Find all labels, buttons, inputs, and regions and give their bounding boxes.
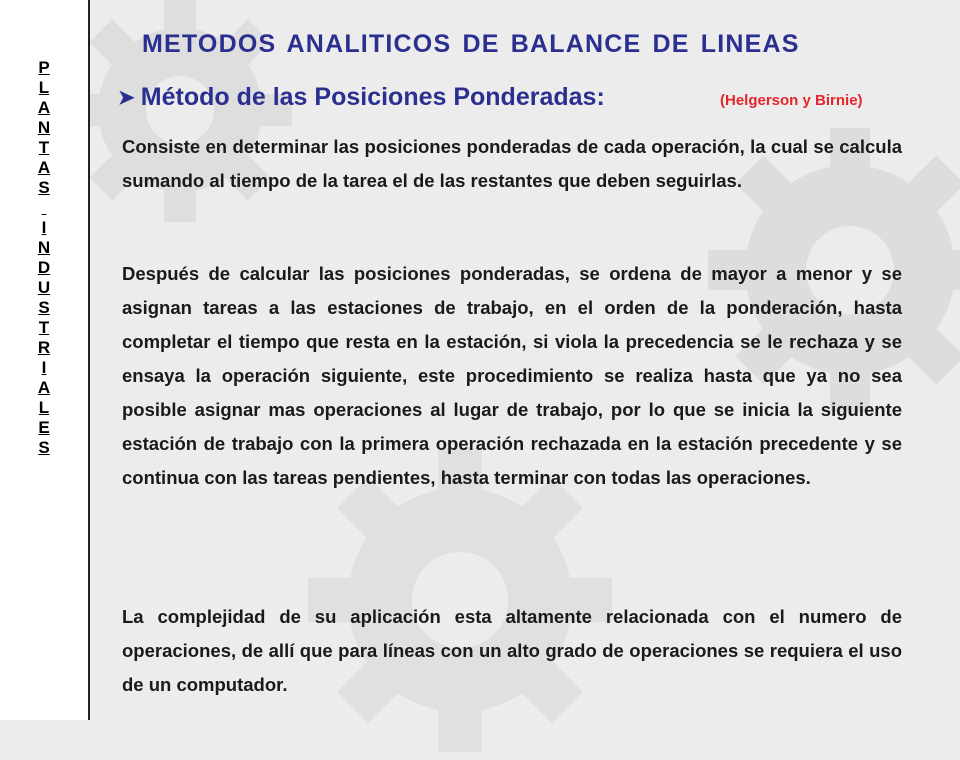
vertical-letter: S [38, 178, 50, 197]
vertical-letter: L [38, 398, 50, 417]
vertical-letter: S [38, 298, 50, 317]
vertical-letter: A [37, 158, 51, 177]
vertical-letter: T [38, 138, 50, 157]
vertical-letter [0, 198, 88, 218]
vertical-letter: P [38, 58, 50, 77]
vertical-letter: I [41, 358, 47, 377]
paragraph-definition: Consiste en determinar las posiciones ponderadas de cada operación, la cual se calcula sumando al tiempo de la tarea el de las restantes que deben seguirlas. [122, 136, 902, 191]
author-citation: (Helgerson y Birnie) [720, 92, 863, 109]
method-heading [118, 83, 605, 112]
vertical-letter: R [37, 338, 51, 357]
vertical-section-title [0, 58, 88, 458]
vertical-letter: L [38, 78, 50, 97]
slide-title: METODOS ANALITICOS DE BALANCE DE LINEAS [142, 30, 800, 58]
vertical-letter: A [37, 98, 51, 117]
vertical-letter: N [37, 238, 51, 257]
vertical-letter: A [37, 378, 51, 397]
vertical-letter: D [37, 258, 51, 277]
arrow-bullet-icon: ➤ [118, 86, 135, 109]
vertical-letter: E [38, 418, 50, 437]
method-heading-text: Método de las Posiciones Ponderadas: [140, 83, 605, 111]
paragraph-procedure: Después de calcular las posiciones ponderadas, se ordena de mayor a menor y se asignan tareas a las estaciones de trabajo, en el orden de la ponderación, hasta completar el tiempo que resta en la estación, si viola la precedencia se le rechaza y se ensaya la operación siguiente, este procedimiento se realiza hasta que ya no sea posible asignar mas operaciones al lugar de trabajo, por lo que se inicia la siguiente estación de trabajo con la primera operación rechazada en la estación precedente y se continua con las tareas pendientes, hasta terminar con todas las operaciones. [122, 263, 902, 488]
vertical-letter: T [38, 318, 50, 337]
paragraph-complexity: La complejidad de su aplicación esta altamente relacionada con el numero de operaciones, de allí que para líneas con un alto grado de operaciones se requiera el uso de un computador. [122, 606, 902, 695]
vertical-letter: S [38, 438, 50, 457]
vertical-letter: U [37, 278, 51, 297]
vertical-letter: I [41, 218, 47, 237]
sidebar [0, 0, 90, 720]
vertical-letter: N [37, 118, 51, 137]
